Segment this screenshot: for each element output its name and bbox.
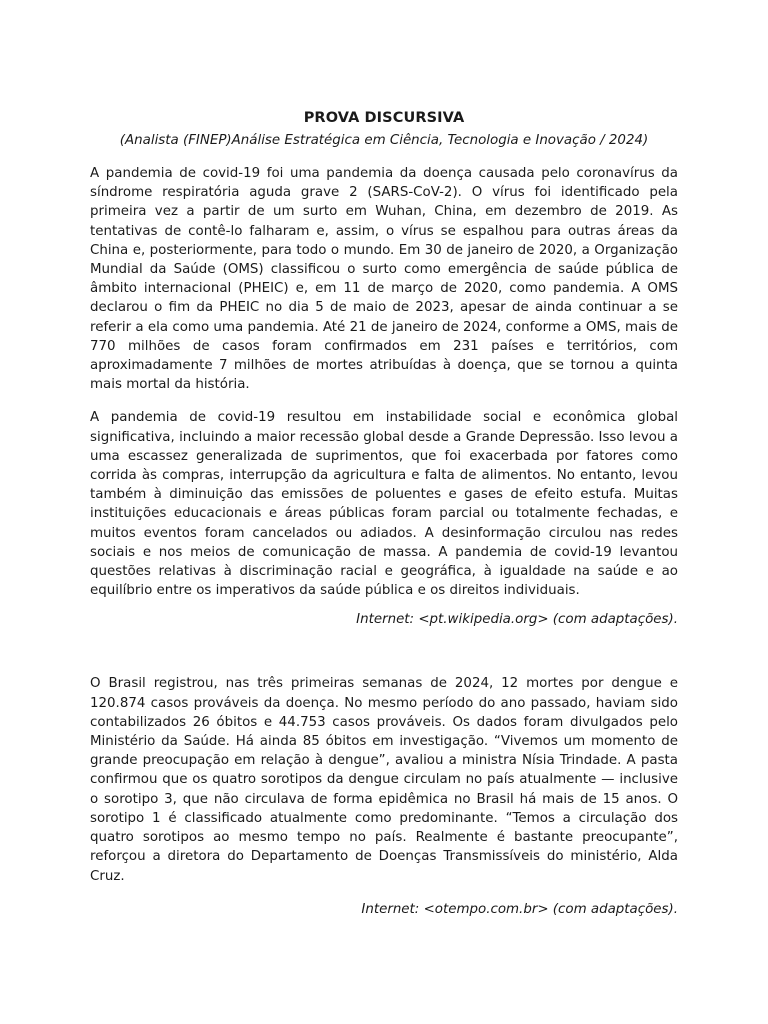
text1-paragraph-1: A pandemia de covid-19 foi uma pandemia da doença causada pelo coronavírus da síndrome respiratória aguda grave 2 (SARS-CoV-2). O vírus foi identificado pela primeira vez a partir de um surto em Wuhan, China, em dezembro de 2019. As tentativas de contê-lo falharam e, assim, o vírus se espalhou para outras áreas da China e, posteriormente, para todo o mundo. Em 30 de janeiro de 2020, a Organização Mundial da Saúde (OMS) classificou o surto como emergência de saúde pública de âmbito internacional (PHEIC) e, em 11 de março de 2020, como pandemia. A OMS declarou o fim da PHEIC no dia 5 de maio de 2023, apesar de ainda continuar a se referir a ela como uma pandemia. Até 21 de janeiro de 2024, conforme a OMS, mais de 770 milhões de casos foram confirmados em 231 países e territórios, com aproximadamente 7 milhões de mortes atribuídas à doença, que se tornou a quinta mais mortal da história. [90,166,678,393]
document-page [90,108,678,919]
text1-paragraph-2: A pandemia de covid-19 resultou em instabilidade social e econômica global significativa, incluindo a maior recessão global desde a Grande Depressão. Isso levou a uma escassez generalizada de suprimentos, que foi exacerbada por fatores como corrida às compras, interrupção da agricultura e falta de alimentos. No entanto, levou também à diminuição das emissões de poluentes e gases de efeito estufa. Muitas instituições educacionais e áreas públicas foram parcial ou totalmente fechadas, e muitos eventos foram cancelados ou adiados. A desinformação circulou nas redes sociais e nos meios de comunicação de massa. A pandemia de covid-19 levantou questões relativas à discriminação racial e geográfica, à igualdade na saúde e ao equilíbrio entre os imperativos da saúde pública e os direitos individuais. [90,410,678,599]
text2-source: Internet: <otempo.com.br> (com adaptações). [361,901,678,917]
page-title: PROVA DISCURSIVA [303,110,465,126]
text2-paragraph-1: O Brasil registrou, nas três primeiras semanas de 2024, 12 mortes por dengue e 120.874 casos prováveis da doença. No mesmo período do ano passado, haviam sido contabilizados 26 óbitos e 44.753 casos prováveis. Os dados foram divulgados pelo Ministério da Saúde. Há ainda 85 óbitos em investigação. “Vivemos um momento de grande preocupação em relação à dengue”, avaliou a ministra Nísia Trindade. A pasta confirmou que os quatro sorotipos da dengue circulam no país atualmente — inclusive o sorotipo 3, que não circulava de forma epidêmica no Brasil há mais de 15 anos. O sorotipo 1 é classificado atualmente como predominante. “Temos a circulação dos quatro sorotipos ao mesmo tempo no país. Realmente é bastante preocupante”, reforçou a diretora do Departamento de Doenças Transmissíveis do ministério, Alda Cruz. [90,676,678,884]
exam-subtitle: (Analista (FINEP)Análise Estratégica em Ciência, Tecnologia e Inovação / 2024) [119,133,649,148]
text1-source: Internet: <pt.wikipedia.org> (com adaptações). [356,612,678,628]
